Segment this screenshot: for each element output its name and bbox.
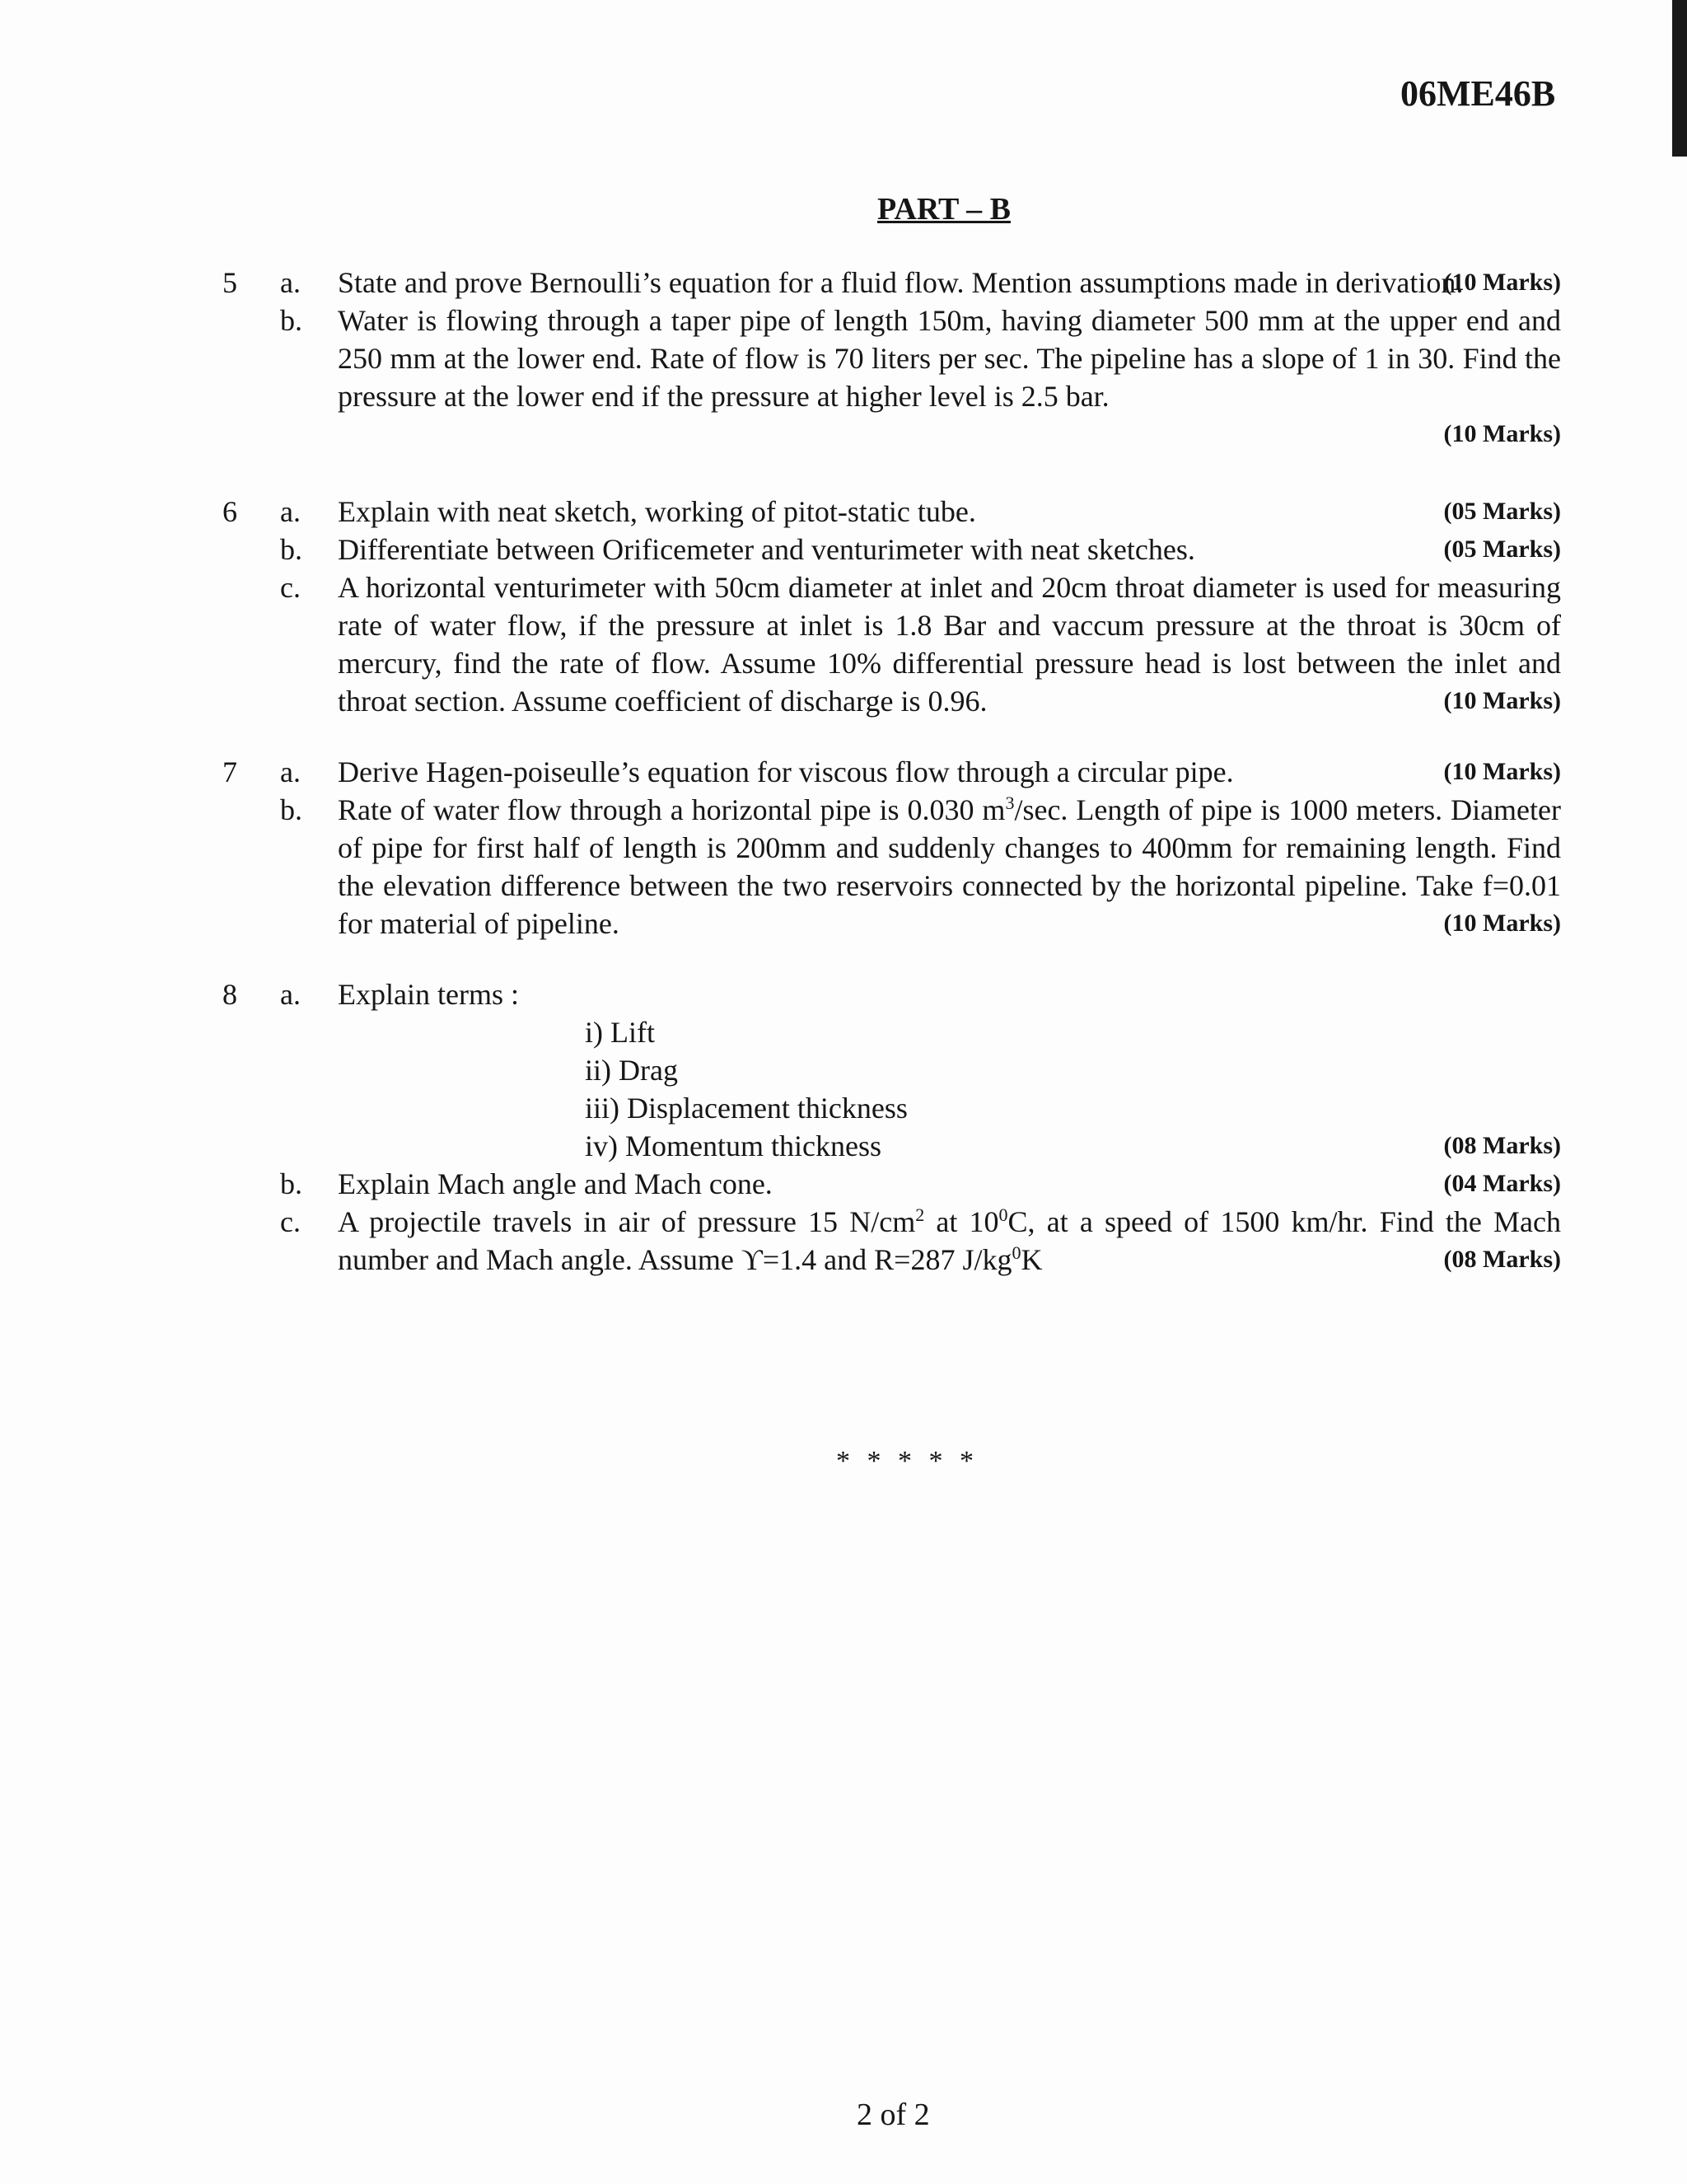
sub-text: State and prove Bernoulli’s equation for a fluid flow. Mention assumptions made in derivation. <box>338 266 1464 299</box>
sub-text-part: at 10 <box>924 1205 999 1238</box>
marks: (10 Marks) <box>1443 910 1561 937</box>
question-5 <box>222 264 1561 453</box>
question-8 <box>222 975 1561 1279</box>
marks: (10 Marks) <box>1443 758 1561 785</box>
marks: (05 Marks) <box>1443 535 1561 563</box>
sub-text: A horizontal venturimeter with 50cm diameter at inlet and 20cm throat diameter is used for measuring rate of water flow, if the pressure at inlet is 1.8 Bar and vaccum pressure at the throat is 30cm of mercury, find the rate of flow. Assume 10% differential pressure head is lost between the inlet and throat section. Assume coefficient of discharge is 0.96. <box>338 571 1561 718</box>
question-6 <box>222 493 1561 720</box>
question-number: 8 <box>222 978 237 1011</box>
question-number: 6 <box>222 495 237 528</box>
sub-question <box>222 791 1561 942</box>
sub-letter: a. <box>280 495 301 528</box>
part-title: PART – B <box>877 192 1011 227</box>
marks: (10 Marks) <box>1443 687 1561 714</box>
sub-letter: a. <box>280 266 301 299</box>
question-number: 7 <box>222 755 237 788</box>
sub-letter: b. <box>280 1167 302 1200</box>
marks: (08 Marks) <box>1443 1246 1561 1273</box>
paper-code: 06ME46B <box>1400 73 1556 114</box>
term-item: i) Lift <box>585 1016 655 1049</box>
sub-text: Explain with neat sketch, working of pitot-static tube. <box>338 495 976 528</box>
marks: (04 Marks) <box>1443 1170 1561 1197</box>
sub-question <box>222 493 1561 531</box>
sub-question <box>222 568 1561 720</box>
sub-question <box>222 1203 1561 1279</box>
sub-question <box>222 975 1561 1165</box>
question-7 <box>222 753 1561 942</box>
sub-text: Explain terms : <box>338 978 519 1011</box>
superscript: 2 <box>915 1204 925 1225</box>
sub-question <box>222 753 1561 791</box>
sub-text: Differentiate between Orificemeter and venturimeter with neat sketches. <box>338 533 1195 566</box>
question-number: 5 <box>222 266 237 299</box>
sub-letter: b. <box>280 793 302 826</box>
sub-text: Derive Hagen-poiseulle’s equation for viscous flow through a circular pipe. <box>338 755 1234 788</box>
marks: (08 Marks) <box>1443 1132 1561 1159</box>
question-list <box>222 264 1561 1279</box>
marks: (05 Marks) <box>1443 498 1561 525</box>
sub-text-part: C, at a speed of 1500 km/hr. Find the Mach number and Mach angle. Assume ϒ=1.4 and R=287 J/kg <box>338 1205 1562 1276</box>
superscript: 0 <box>1012 1242 1021 1263</box>
sub-letter: a. <box>280 755 301 788</box>
sub-letter: a. <box>280 978 301 1011</box>
term-item: iv) Momentum thickness <box>585 1129 881 1162</box>
sub-text-part: Rate of water flow through a horizontal pipe is 0.030 m <box>338 793 1006 826</box>
sub-question <box>222 264 1561 302</box>
end-marker: * * * * * <box>836 1446 979 1476</box>
term-item: ii) Drag <box>585 1054 678 1087</box>
sub-letter: c. <box>280 571 301 604</box>
sub-text: Explain Mach angle and Mach cone. <box>338 1167 773 1200</box>
sub-letter: c. <box>280 1205 301 1238</box>
sub-letter: b. <box>280 533 302 566</box>
sub-letter: b. <box>280 304 302 337</box>
paper-edge <box>1672 0 1687 157</box>
superscript: 3 <box>1005 793 1015 813</box>
sub-question <box>222 1165 1561 1203</box>
sub-question <box>222 302 1561 453</box>
sub-text: Water is flowing through a taper pipe of length 150m, having diameter 500 mm at the upper end and 250 mm at the lower end. Rate of flow is 70 liters per sec. The pipeline has a slope of 1 in 30. Find the pressure at the lower end if the pressure at higher level is 2.5 bar. <box>338 304 1561 413</box>
page-number: 2 of 2 <box>857 2097 930 2132</box>
term-item: iii) Displacement thickness <box>585 1092 908 1125</box>
superscript: 0 <box>998 1204 1008 1225</box>
sub-text-part: K <box>1021 1243 1043 1276</box>
marks: (10 Marks) <box>1443 269 1561 296</box>
marks: (10 Marks) <box>1443 420 1561 447</box>
sub-text-part: /sec. Length of pipe is 1000 meters. Diameter of pipe for first half of length is 200mm and suddenly changes to 400mm for remaining length. Find the elevation difference between the two reservoirs connected by the horizontal pipeline. Take f=0.01 for material of pipeline. <box>338 793 1562 940</box>
sub-question <box>222 531 1561 568</box>
sub-text-part: A projectile travels in air of pressure 15 N/cm <box>338 1205 916 1238</box>
